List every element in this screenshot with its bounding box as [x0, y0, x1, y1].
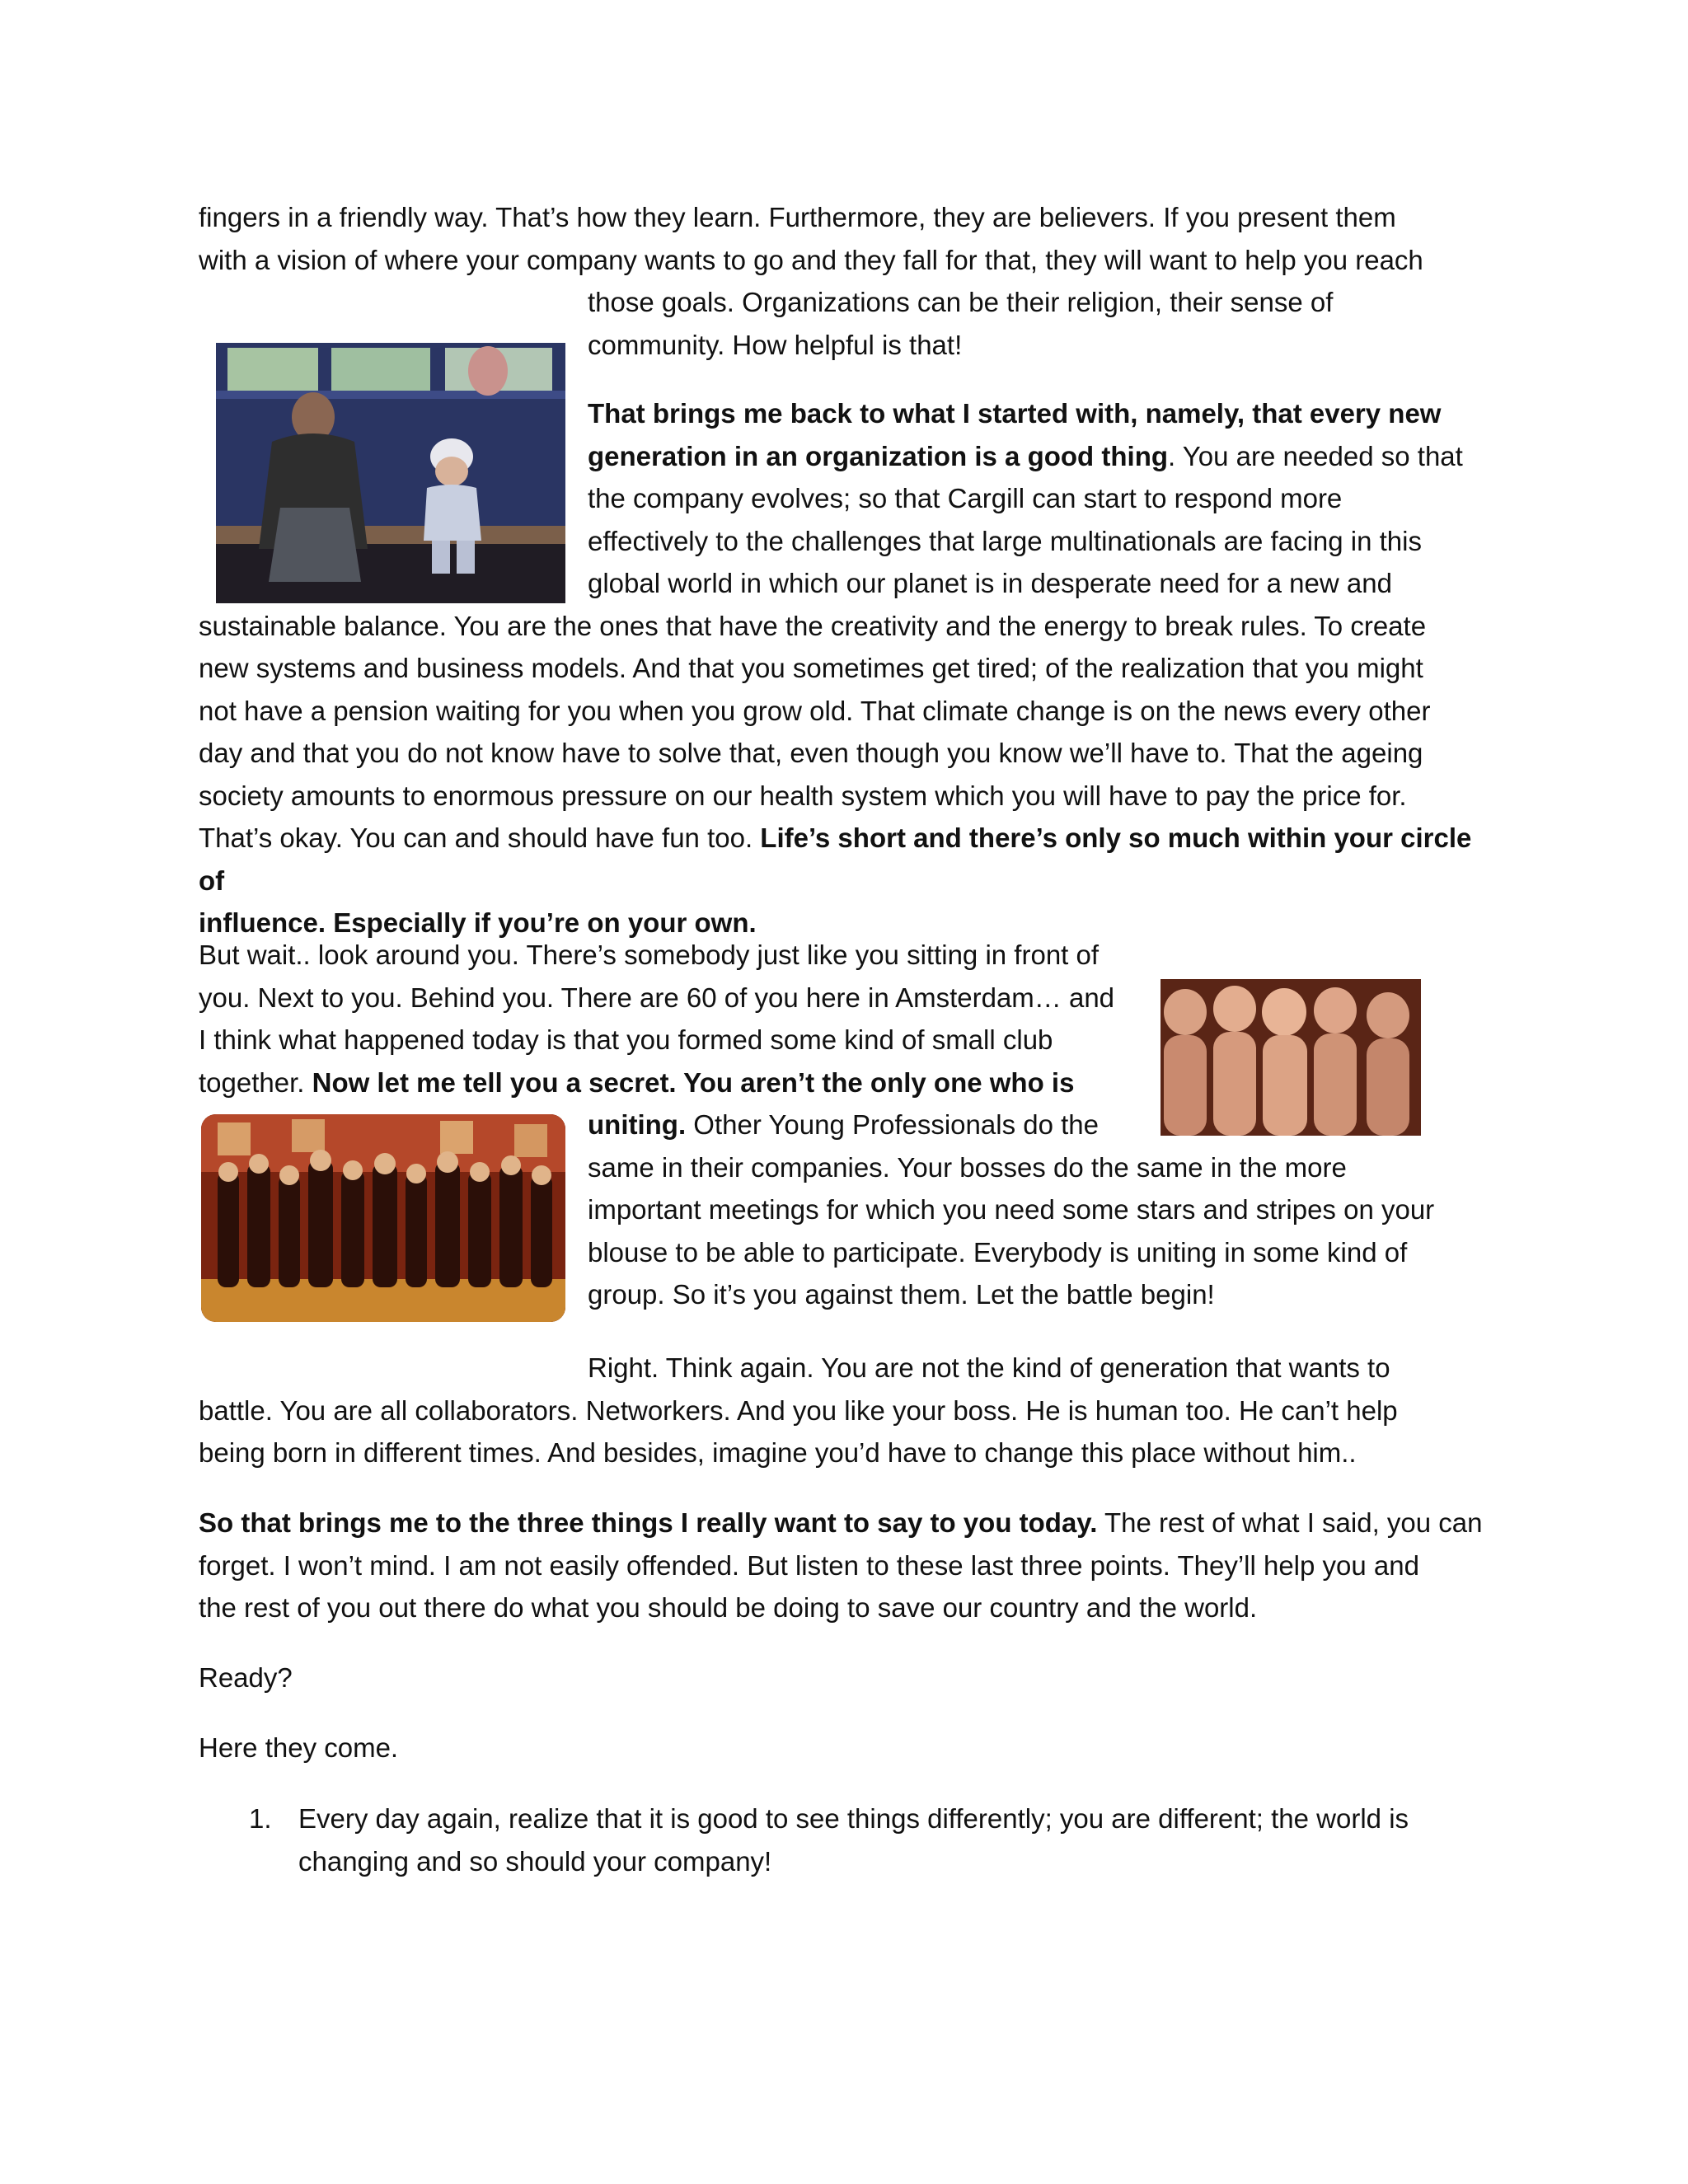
text-line: forget. I won’t mind. I am not easily offended. But listen to these last three points. They’ll help you and — [199, 1549, 1419, 1581]
text-line: battle. You are all collaborators. Networkers. And you like your boss. He is human too. He can’t help — [199, 1394, 1398, 1426]
text-line: fingers in a friendly way. That’s how they learn. Furthermore, they are believers. If you present them — [199, 202, 1396, 232]
text-line: sustainable balance. You are the ones that have the creativity and the energy to break rules. To create — [199, 610, 1427, 641]
text-line: But wait.. look around you. There’s somebody just like you sitting in front of — [199, 940, 1100, 970]
text-line: effectively to the challenges that large multinationals are facing in this — [588, 525, 1422, 556]
paragraph-here-they-come — [199, 1727, 1493, 1769]
text-line: the rest of you out there do what you should be doing to save our country and the world. — [199, 1592, 1258, 1623]
text-line: the company evolves; so that Cargill can start to respond more — [588, 483, 1343, 513]
text-span: together. — [199, 1066, 312, 1098]
text-line: changing and so should your company! — [298, 1845, 772, 1877]
text-line: not have a pension waiting for you when you grow old. That climate change is on the news every other — [199, 695, 1431, 726]
text-line: Right. Think again. You are not the kind of generation that wants to — [588, 1352, 1390, 1383]
text-line: Ready? — [199, 1662, 293, 1693]
text-line: with a vision of where your company wants to go and they fall for that, they will want to help you reach — [199, 244, 1423, 275]
text-line: Here they come. — [199, 1732, 399, 1763]
text-span: . You are needed so that — [1168, 440, 1463, 471]
bold-text: Life’s short and there’s only so much within your circle of — [199, 823, 1472, 896]
list-number: 1. — [249, 1803, 272, 1834]
numbered-list — [199, 1797, 1493, 1882]
text-line: new systems and business models. And that you sometimes get tired; of the realization that you might — [199, 653, 1423, 683]
bold-text: So that brings me to the three things I really want to say to you today. — [199, 1507, 1098, 1538]
paragraph-4 — [199, 1347, 1493, 1474]
text-span: The rest of what I said, you can — [1097, 1507, 1483, 1538]
text-line: same in their companies. Your bosses do the same in the more — [588, 1151, 1347, 1183]
photo-crowd — [201, 1114, 565, 1322]
paragraph-1 — [199, 196, 1493, 366]
text-line: group. So it’s you against them. Let the battle begin! — [588, 1279, 1215, 1310]
text-line: global world in which our planet is in desperate need for a new and — [588, 568, 1392, 598]
text-line: being born in different times. And besides, imagine you’d have to change this place without him.. — [199, 1437, 1357, 1468]
text-line: society amounts to enormous pressure on our health system which you will have to pay the price for. — [199, 780, 1407, 811]
bold-text: uniting. — [588, 1109, 687, 1140]
bold-text: influence. Especially if you’re on your own. — [199, 907, 757, 938]
text-line: community. How helpful is that! — [588, 329, 963, 360]
text-line: you. Next to you. Behind you. There are 60 of you here in Amsterdam… and — [199, 982, 1115, 1013]
photo-babies — [1160, 979, 1421, 1136]
list-item — [199, 1797, 1493, 1882]
paragraph-5 — [199, 1502, 1493, 1629]
paragraph-2 — [199, 392, 1493, 944]
text-span: Other Young Professionals do the — [686, 1109, 1099, 1140]
bold-text: That brings me back to what I started with, namely, that every new — [588, 398, 1442, 429]
bold-text: Now let me tell you a secret. You aren’t the only one who is — [312, 1066, 1075, 1098]
text-line: Every day again, realize that it is good to see things differently; you are different; the world is — [298, 1803, 1409, 1834]
text-line: important meetings for which you need some stars and stripes on your — [588, 1194, 1435, 1225]
paragraph-ready — [199, 1657, 1493, 1699]
text-span: That’s okay. You can and should have fun too. — [199, 823, 761, 853]
bold-text: generation in an organization is a good thing — [588, 440, 1169, 471]
text-line: I think what happened today is that you formed some kind of small club — [199, 1024, 1053, 1055]
text-line: blouse to be able to participate. Everybody is uniting in some kind of — [588, 1236, 1408, 1268]
text-line: those goals. Organizations can be their religion, their sense of — [588, 287, 1334, 317]
text-line: day and that you do not know have to solve that, even though you know we’ll have to. That the ageing — [199, 738, 1423, 768]
